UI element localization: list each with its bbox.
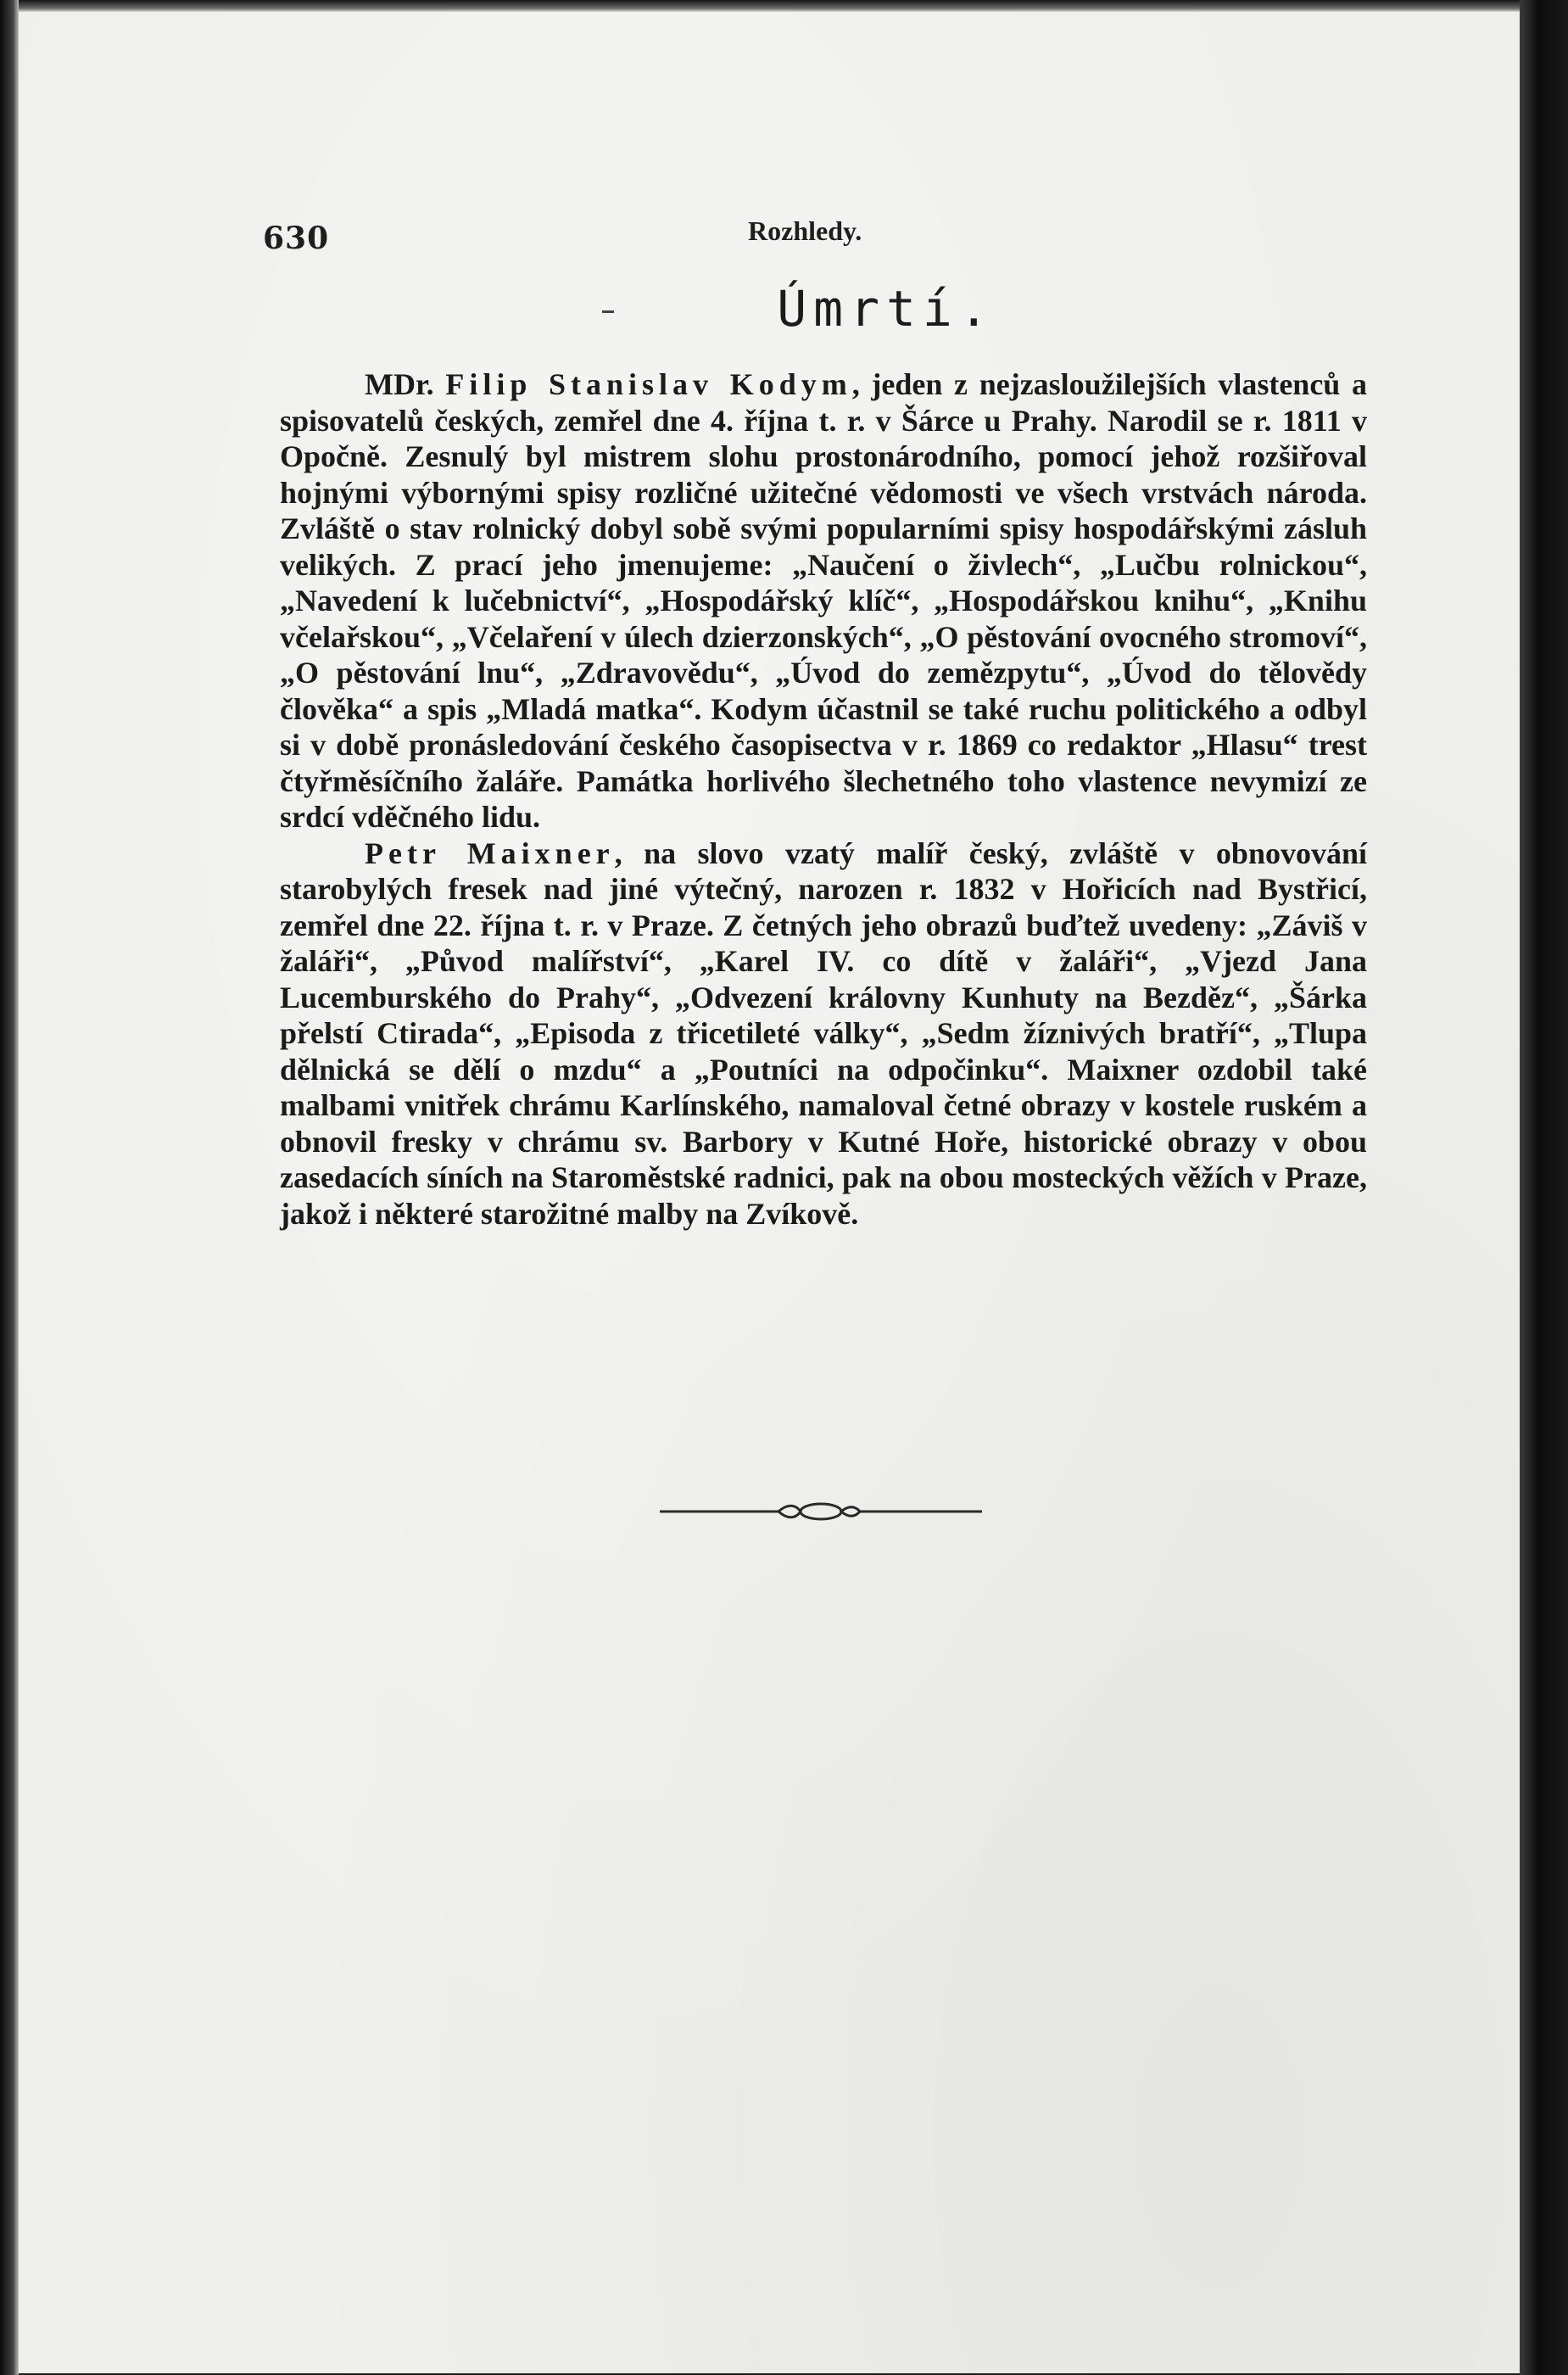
entry-text: , na slovo vzatý malíř český, zvláště v obnovování starobylých fresek nad jiné výtečný, narozen r. 1832 v Hořicích nad Bystřicí, zemřel dne 22. října t. r. v Praze. Z četných jeho obrazů buďtež uvedeny: „Záviš v žaláři“, „Původ malířství“, „Karel IV. co dítě v žaláři“, „Vjezd Jana Lucemburského do Prahy“, „Odvezení královny Kunhuty na Bezděz“, „Šárka přelstí Ctirada“, „Episoda z třicetileté války“, „Sedm žíznivých bratří“, „Tlupa dělnická se dělí o mzdu“ a „Poutníci na odpočinku“. Maixner ozdobil také malbami vnitřek chrámu Karlínského, namaloval četné obrazy v kostele ruském a obnovil fresky v chrámu sv. Barbory v Kutné Hoře, historické obrazy v obou zasedacích síních na Staroměstské radnici, pak na obou mosteckých věžích v Praze, jakož i některé starožitné malby na Zvíkově. (280, 835, 1368, 1231)
obituary-entry-maixner (280, 835, 1367, 1232)
heading-dash-mark (602, 310, 614, 313)
section-heading (254, 280, 1374, 338)
entry-prefix: MDr. (365, 367, 446, 401)
scroll-divider-icon (660, 1500, 982, 1523)
person-name: Petr Maixner (365, 835, 615, 870)
scan-top-edge (0, 0, 1568, 12)
obituary-body (280, 366, 1367, 1232)
scan-left-edge (0, 0, 19, 2375)
scan-right-edge (1520, 0, 1568, 2375)
section-title: Úmrtí. (777, 280, 996, 338)
running-head-title: Rozhledy. (748, 215, 862, 246)
obituary-entry-kodym (280, 366, 1367, 835)
page-number: 630 (263, 221, 330, 256)
running-head (256, 215, 1367, 258)
entry-text: , jeden z nejzasloužilejších vlastenců a spisovatelů českých, zemřel dne 4. října t. r. v Šárce u Prahy. Narodil se r. 1811 v Opočně. Zesnulý byl mistrem slohu prostonárodního, pomocí jehož rozšiřoval hojnými výbornými spisy rozličné užitečné vědomosti ve všech vrstvách národa. Zvláště o stav rolnický dobyl sobě svými popularními spisy hospodářskými zásluh velikých. Z prací jeho jmenujeme: „Naučení o živlech“, „Lučbu rolnickou“, „Navedení k lučebnictví“, „Hospodářský klíč“, „Hospodářskou knihu“, „Knihu včelařskou“, „Včelaření v úlech dzierzonských“, „O pěstování ovocného stromoví“, „O pěstování lnu“, „Zdravovědu“, „Úvod do zemězpytu“, „Úvod do tělovědy člověka“ a spis „Mladá matka“. Kodym účastnil se také ruchu politického a odbyl si v době pronásledování českého časopisectva v r. 1869 co redaktor „Hlasu“ trest čtyřměsíčního žaláře. Památka horlivého šlechetného toho vlastence nevymizí ze srdcí vděčného lidu. (280, 367, 1367, 834)
person-name: Filip Stanislav Kodym (445, 367, 852, 401)
